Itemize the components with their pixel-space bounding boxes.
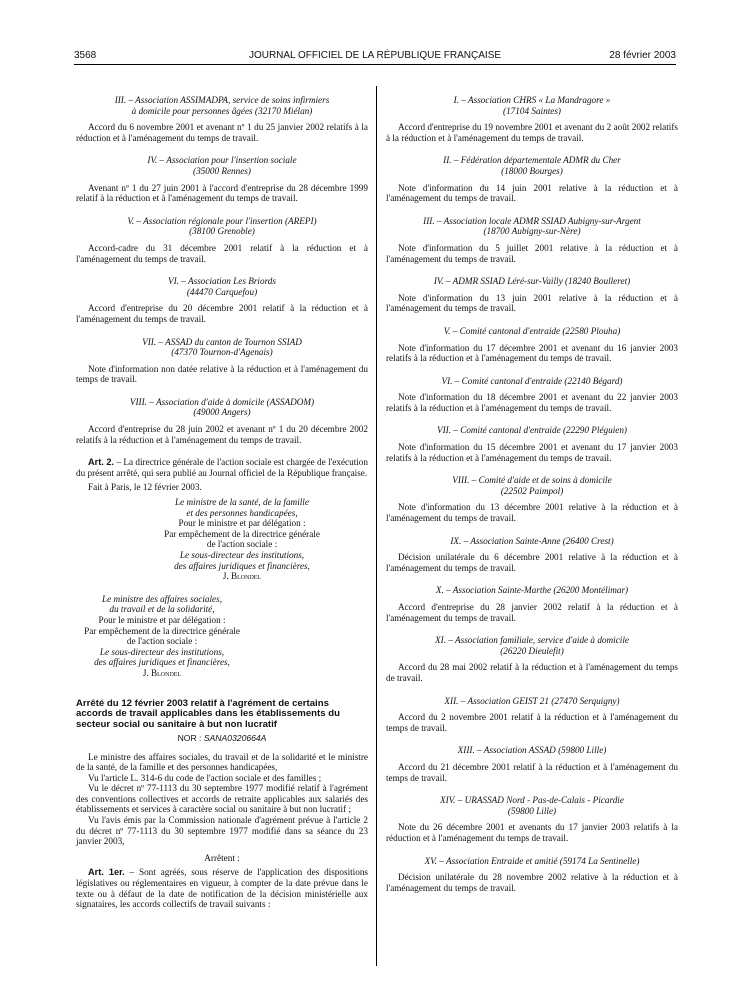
right-column bbox=[386, 95, 678, 905]
section-body: Note d'information du 18 décembre 2001 et avenant du 22 janvier 2003 relatifs à la réduction et à l'aménagement du temps de travail. bbox=[386, 392, 678, 413]
section-title: VIII. – Association d'aide à domicile (ASSADOM) bbox=[129, 396, 315, 407]
section-body: Décision unilatérale du 28 novembre 2002 relative à la réduction et à l'aménagement du temps de travail. bbox=[386, 872, 678, 893]
signature-line: Pour le ministre et par délégation : bbox=[98, 614, 226, 625]
section-body: Décision unilatérale du 6 décembre 2001 relative à la réduction et à l'aménagement du temps de travail. bbox=[386, 552, 678, 573]
accord-section bbox=[76, 276, 368, 324]
preamble-paragraph: Vu l'article L. 314-6 du code de l'action sociale et des familles ; bbox=[88, 772, 322, 783]
section-title: XIII. – Association ASSAD (59800 Lille) bbox=[457, 745, 607, 756]
signature-line: Par empêchement de la directrice générale bbox=[164, 528, 320, 539]
section-title: XIV. – URASSAD Nord - Pas-de-Calais - Picardie bbox=[440, 795, 624, 806]
publication-date: 28 février 2003 bbox=[609, 50, 676, 61]
right-sections bbox=[386, 95, 678, 893]
signatory-name: J. Blondel bbox=[222, 571, 262, 582]
accord-section bbox=[76, 216, 368, 264]
nor-label: NOR : bbox=[177, 732, 204, 743]
section-body: Note d'information non datée relative à la réduction et à l'aménagement du temps de travail. bbox=[76, 363, 368, 385]
section-body: Note du 26 décembre 2001 et avenants du 17 janvier 2003 relatifs à la réduction et à l'aménagement du temps de travail. bbox=[386, 822, 678, 843]
section-title: IV. – ADMR SSIAD Léré-sur-Vailly (18240 Boulleret) bbox=[433, 276, 631, 287]
accord-section bbox=[76, 155, 368, 203]
section-title: VII. – ASSAD du canton de Tournon SSIAD bbox=[142, 336, 302, 347]
section-title: VI. – Comité cantonal d'entraide (22140 Bégard) bbox=[441, 375, 623, 386]
section-body: Accord du 21 décembre 2001 relatif à la réduction et à l'aménagement du temps de travail. bbox=[386, 761, 678, 783]
nor-code: SANA0320664A bbox=[203, 732, 267, 743]
section-title: (26220 Dieulefit) bbox=[500, 645, 564, 656]
accord-section bbox=[386, 745, 678, 783]
section-title: II. – Fédération départementale ADMR du Cher bbox=[443, 155, 621, 166]
article-2-label: Art. 2. bbox=[88, 457, 115, 468]
accord-section bbox=[386, 475, 678, 523]
section-title: V. – Association régionale pour l'insertion (AREPI) bbox=[127, 215, 317, 226]
section-title: III. – Association locale ADMR SSIAD Aubigny-sur-Argent bbox=[423, 215, 641, 226]
signature-line: Le ministre de la santé, de la famille bbox=[175, 497, 309, 508]
section-body: Note d'information du 5 juillet 2001 relative à la réduction et à l'aménagement du temps de travail. bbox=[386, 242, 678, 264]
accord-section bbox=[386, 635, 678, 683]
accord-section bbox=[76, 337, 368, 385]
accord-section bbox=[386, 585, 678, 623]
article-2-text: – La directrice générale de l'action sociale est chargée de l'exécution du présent arrêté, qui sera publié au Journal officiel de la République française. bbox=[76, 457, 368, 478]
section-body: Accord d'entreprise du 28 janvier 2002 relatif à la réduction et à l'aménagement du temps de travail. bbox=[386, 602, 678, 623]
section-title: (35000 Rennes) bbox=[193, 165, 251, 176]
section-body: Note d'information du 13 juin 2001 relative à la réduction et à l'aménagement du temps de travail. bbox=[386, 292, 678, 314]
section-body: Note d'information du 15 décembre 2001 et avenant du 17 janvier 2003 relatifs à la réduction et à l'aménagement du temps de travail. bbox=[386, 442, 678, 463]
accord-section bbox=[386, 536, 678, 574]
section-body: Note d'information du 14 juin 2001 relative à la réduction et à l'aménagement du temps de travail. bbox=[386, 182, 678, 204]
section-title: IX. – Association Sainte-Anne (26400 Crest) bbox=[450, 535, 614, 546]
nor-reference bbox=[76, 733, 368, 744]
signature-line: Par empêchement de la directrice générale bbox=[84, 625, 240, 636]
article-1 bbox=[76, 867, 368, 909]
accord-section bbox=[386, 326, 678, 364]
signature-block-1 bbox=[116, 497, 368, 582]
section-body: Accord du 2 novembre 2001 relatif à la réduction et à l'aménagement du temps de travail. bbox=[386, 712, 678, 733]
signature-line: de l'action sociale : bbox=[126, 636, 198, 647]
preamble-paragraph: Vu le décret nº 77-1113 du 30 septembre 1977 modifié relatif à l'agrément des conventions collectives et accords de retraite applicables aux salariés des établissements et services à caractère social ou sanitaire à but non lucratif ; bbox=[76, 783, 368, 815]
left-sections bbox=[76, 95, 368, 445]
section-title: VI. – Association Les Briords bbox=[168, 276, 276, 287]
section-title: (22502 Paimpol) bbox=[500, 485, 564, 496]
article-1-label: Art. 1er. bbox=[88, 867, 125, 878]
fait-a-paris: Fait à Paris, le 12 février 2003. bbox=[88, 482, 202, 493]
section-title: (18000 Bourges) bbox=[501, 165, 563, 176]
section-title: III. – Association ASSIMADPA, service de soins infirmiers bbox=[114, 95, 330, 105]
section-body: Accord d'entreprise du 19 novembre 2001 et avenant du 2 août 2002 relatifs à la réduction et à l'aménagement du temps de travail. bbox=[386, 122, 678, 143]
column-divider bbox=[376, 86, 377, 966]
section-title: (17104 Saintes) bbox=[503, 105, 561, 116]
header-rule bbox=[74, 64, 676, 65]
section-body: Accord du 6 novembre 2001 et avenant nº 1 du 25 janvier 2002 relatifs à la réduction et à l'aménagement du temps de travail. bbox=[76, 122, 368, 143]
preamble bbox=[76, 752, 368, 847]
section-title: VII. – Comité cantonal d'entraide (22290 Pléguien) bbox=[436, 425, 627, 436]
page-number: 3568 bbox=[74, 50, 97, 61]
arretent: Arrêtent : bbox=[204, 852, 240, 863]
accord-section bbox=[386, 155, 678, 203]
section-title: I. – Association CHRS « La Mandragore » bbox=[453, 95, 611, 105]
section-body: Accord du 28 mai 2002 relatif à la réduction et à l'aménagement du temps de travail. bbox=[386, 662, 678, 683]
section-title: V. – Comité cantonal d'entraide (22580 Plouha) bbox=[443, 325, 621, 336]
signature-line: Le ministre des affaires sociales, bbox=[101, 593, 223, 604]
section-body: Accord d'entreprise du 28 juin 2002 et avenant nº 1 du 20 décembre 2002 relatifs à la réduction et à l'aménagement du temps de travail. bbox=[76, 424, 368, 445]
signature-block-2 bbox=[76, 594, 248, 679]
signatory-name: J. Blondel bbox=[142, 667, 182, 678]
signature-line: et des personnes handicapées, bbox=[186, 507, 298, 518]
journal-title: JOURNAL OFFICIEL DE LA RÉPUBLIQUE FRANÇAISE bbox=[248, 50, 502, 61]
section-title: VIII. – Comité d'aide et de soins à domicile bbox=[452, 475, 612, 486]
section-body: Avenant nº 1 du 27 juin 2001 à l'accord d'entreprise du 28 décembre 1999 relatif à la réduction et à l'aménagement du temps de travail. bbox=[76, 182, 368, 204]
article-2 bbox=[76, 457, 368, 478]
signature-line: Le sous-directeur des institutions, bbox=[179, 550, 305, 560]
accord-section bbox=[386, 376, 678, 414]
signature-line: Le sous-directeur des institutions, bbox=[99, 646, 225, 657]
section-title: (49000 Angers) bbox=[193, 407, 251, 418]
section-body: Note d'information du 13 décembre 2001 relative à la réduction et à l'aménagement du temps de travail. bbox=[386, 502, 678, 524]
accord-section bbox=[386, 425, 678, 463]
accord-section bbox=[386, 696, 678, 734]
accord-section bbox=[386, 795, 678, 843]
preamble-paragraph: Le ministre des affaires sociales, du travail et de la solidarité et le ministre de la santé, de la famille et des personnes handicapées, bbox=[76, 751, 368, 773]
accord-section bbox=[386, 856, 678, 894]
accord-section bbox=[386, 95, 678, 143]
accord-section bbox=[76, 95, 368, 143]
signature-line: du travail et de la solidarité, bbox=[109, 604, 215, 615]
page-header bbox=[74, 50, 676, 64]
preamble-paragraph: Vu l'avis émis par la Commission nationale d'agrément prévue à l'article 2 du décret nº 77-1113 du 30 septembre 1977 modifié dans sa séance du 23 janvier 2003, bbox=[76, 815, 368, 847]
section-title: (18700 Aubigny-sur-Nère) bbox=[483, 226, 581, 237]
section-title: à domicile pour personnes âgées (32170 Miélan) bbox=[131, 105, 313, 116]
signature-line: de l'action sociale : bbox=[206, 539, 278, 550]
section-body: Accord-cadre du 31 décembre 2001 relatif à la réduction et à l'aménagement du temps de travail. bbox=[76, 242, 368, 264]
article-1-text: – Sont agréés, sous réserve de l'application des dispositions législatives ou réglementaires en vigueur, à compter de la date prévue dans le texte ou à défaut de la date de notification de la décision ministérielle aux signataires, les accords collectifs de travail suivants : bbox=[76, 867, 368, 910]
section-title: (47370 Tournon-d'Agenais) bbox=[171, 347, 273, 358]
section-title: (38100 Grenoble) bbox=[189, 226, 255, 237]
section-body: Note d'information du 17 décembre 2001 et avenant du 16 janvier 2003 relatifs à la réduction et à l'aménagement du temps de travail. bbox=[386, 342, 678, 364]
section-title: X. – Association Sainte-Marthe (26200 Montélimar) bbox=[435, 585, 629, 596]
accord-section bbox=[76, 397, 368, 445]
section-title: (44470 Carquefou) bbox=[186, 286, 258, 297]
section-title: XII. – Association GEIST 21 (27470 Serquigny) bbox=[444, 695, 620, 706]
section-title: XV. – Association Entraide et amitié (59174 La Sentinelle) bbox=[424, 855, 640, 866]
arrete-title: Arrêté du 12 février 2003 relatif à l'agrément de certains accords de travail applicables dans les établissements du secteur social ou sanitaire à but non lucratif bbox=[76, 697, 340, 731]
section-body: Accord d'entreprise du 20 décembre 2001 relatif à la réduction et à l'aménagement du temps de travail. bbox=[76, 303, 368, 324]
section-title: (59800 Lille) bbox=[507, 805, 557, 816]
signature-line: Pour le ministre et par délégation : bbox=[178, 518, 306, 529]
section-title: IV. – Association pour l'insertion sociale bbox=[147, 155, 297, 166]
left-column bbox=[76, 95, 368, 910]
section-title: XI. – Association familiale, service d'aide à domicile bbox=[435, 635, 629, 646]
signature-line: des affaires juridiques et financières, bbox=[94, 657, 230, 668]
signature-line: des affaires juridiques et financières, bbox=[174, 560, 310, 571]
accord-section bbox=[386, 216, 678, 264]
accord-section bbox=[386, 276, 678, 314]
